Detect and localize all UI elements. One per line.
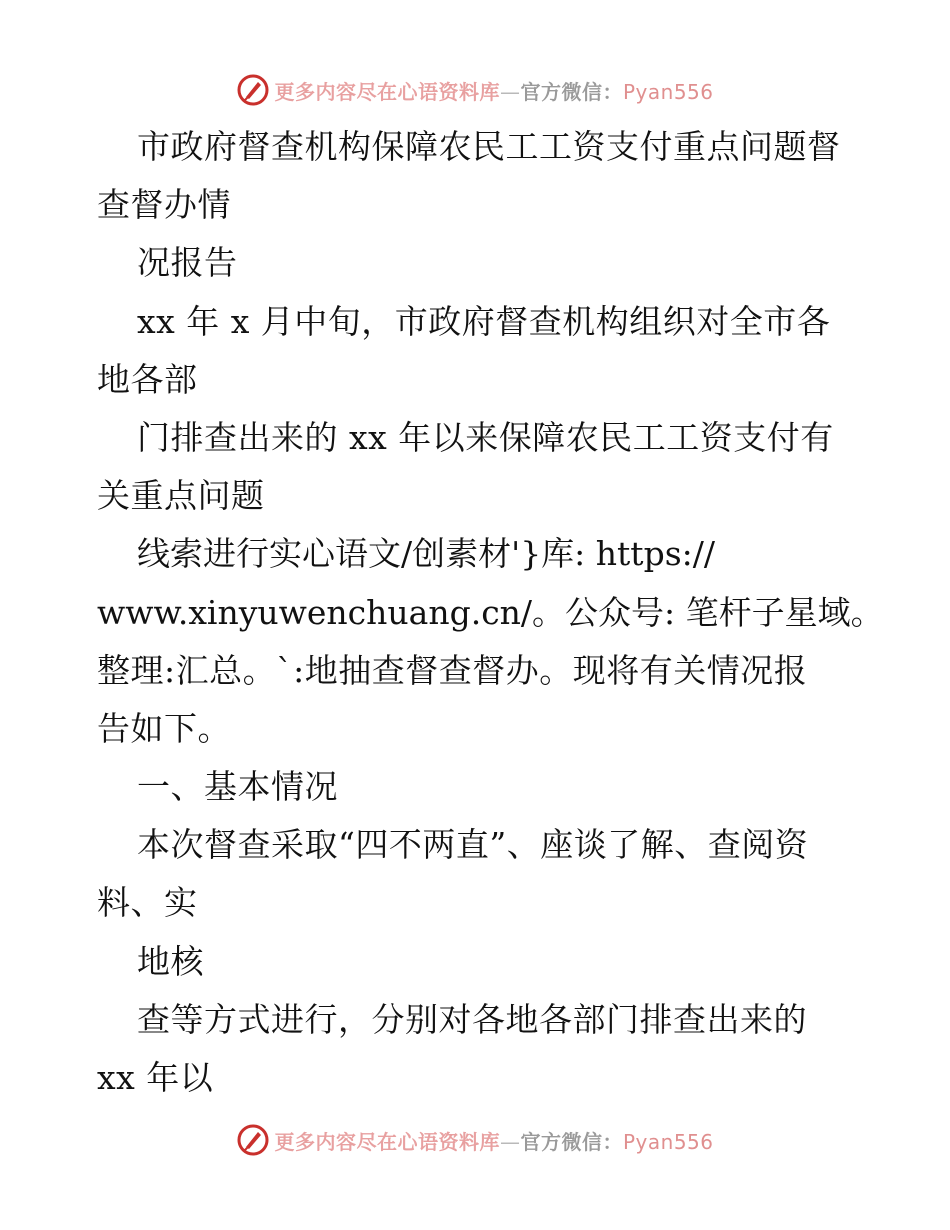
paragraph-line: www.xinyuwenchuang.cn/。公众号: 笔杆子星域。 bbox=[97, 592, 884, 632]
banner-wechat-id: Pyan556 bbox=[622, 79, 714, 104]
banner-text bbox=[274, 1126, 713, 1155]
paragraph-line: 关重点问题 bbox=[97, 476, 265, 516]
banner-brand: 更多内容尽在心语资料库 bbox=[274, 1129, 500, 1154]
quill-logo-icon bbox=[236, 1123, 270, 1157]
document-body bbox=[97, 118, 884, 1107]
section-heading: 一、基本情况 bbox=[137, 767, 338, 807]
doc-title-line: 况报告 bbox=[137, 243, 238, 283]
paragraph-line: 地核 bbox=[137, 941, 204, 981]
quill-logo-icon bbox=[236, 73, 270, 107]
paragraph-line: 整理:汇总。`:地抽查督查督办。现将有关情况报 bbox=[97, 650, 808, 690]
paragraph-line: 告如下。 bbox=[97, 708, 231, 748]
paragraph-line: 地各部 bbox=[97, 359, 198, 399]
doc-title-line: 查督办情 bbox=[97, 185, 231, 225]
paragraph-line: xx 年以 bbox=[97, 1058, 214, 1097]
paragraph-line: 料、实 bbox=[97, 883, 198, 923]
banner-text bbox=[274, 76, 713, 105]
header-banner bbox=[0, 70, 950, 110]
banner-dash: — bbox=[499, 79, 521, 104]
paragraph-line: 查等方式进行，分别对各地各部门排查出来的 bbox=[137, 999, 807, 1039]
banner-tag: 官方微信： bbox=[520, 1129, 623, 1154]
paragraph-line: 本次督查采取“四不两直”、座谈了解、查阅资 bbox=[137, 825, 809, 865]
doc-title-line: 市政府督查机构保障农民工工资支付重点问题督 bbox=[137, 127, 841, 166]
paragraph-line: 门排查出来的 xx 年以来保障农民工工资支付有 bbox=[137, 417, 834, 457]
banner-tag: 官方微信： bbox=[520, 79, 623, 104]
banner-brand: 更多内容尽在心语资料库 bbox=[274, 79, 500, 104]
banner-wechat-id: Pyan556 bbox=[622, 1129, 714, 1154]
banner-dash: — bbox=[499, 1129, 521, 1154]
footer-banner bbox=[0, 1120, 950, 1160]
paragraph-line: 线索进行实心语文/创素材'}库: https:// bbox=[137, 534, 715, 574]
paragraph-line: xx 年 x 月中旬，市政府督查机构组织对全市各 bbox=[137, 301, 831, 341]
